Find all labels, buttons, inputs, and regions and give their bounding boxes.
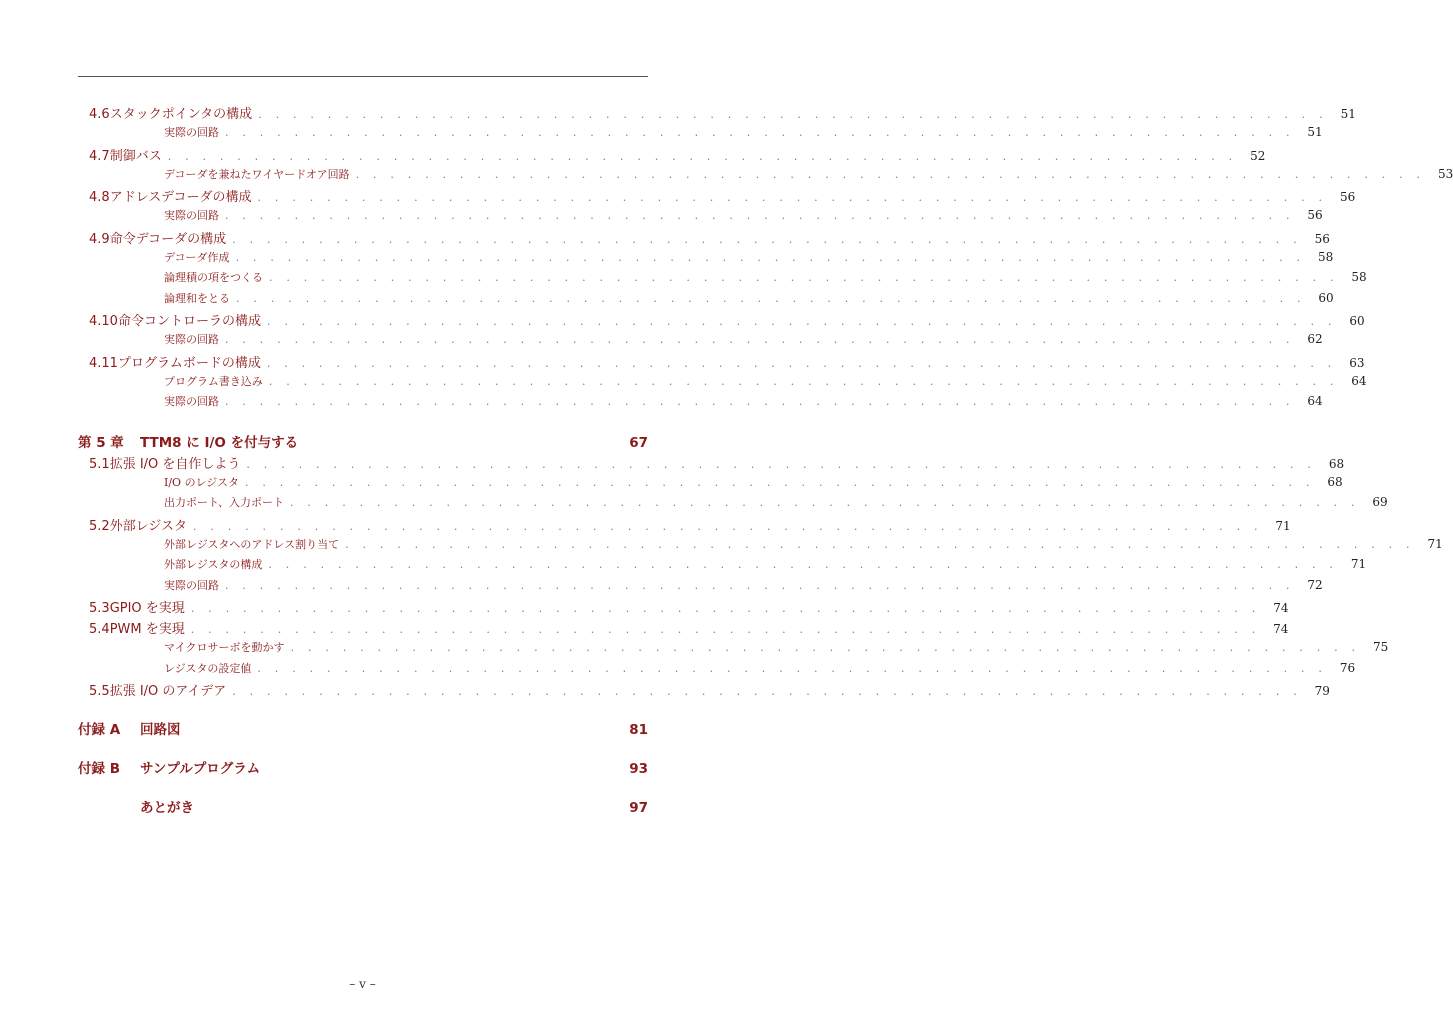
toc-entry-chap[interactable] xyxy=(78,796,648,818)
toc-entry-title: 制御バス xyxy=(109,148,162,164)
toc-entry-title: 実際の回路 xyxy=(164,578,219,592)
toc-entry-title: デコーダ作成 xyxy=(164,250,230,264)
toc-entry-sec[interactable] xyxy=(78,228,1330,249)
toc-gap xyxy=(78,414,648,431)
toc-entry-sec[interactable] xyxy=(78,310,1365,331)
toc-entry-page-number: 68 xyxy=(1327,474,1343,489)
toc-leader-dots: . . . . . . . . . . . . . . . . . . . . . . . . . . . . . . . . . . . . . . . . . . . . . . . . . . . . . . . . . . . . . . xyxy=(232,232,1302,246)
toc-leader-dots: . . . . . . . . . . . . . . . . . . . . . . . . . . . . . . . . . . . . . . . . . . . . . . . . . . . . . . . . . . . . . . xyxy=(225,395,1295,408)
toc-leader-dots: . . . . . . . . . . . . . . . . . . . . . . . . . . . . . . . . . . . . . . . . . . . . . . . . . . . . . . . . . . . . . . xyxy=(266,356,1337,370)
toc-leader-dots: . . . . . . . . . . . . . . . . . . . . . . . . . . . . . . . . . . . . . . . . . . . . . . . . . . . . . . . . . . . . . . xyxy=(266,315,1337,328)
toc-entry-number: 5.5 xyxy=(89,684,110,699)
toc-entry-sub[interactable] xyxy=(78,207,1323,228)
toc-entry-title: PWM を実現 xyxy=(109,622,185,637)
toc-entry-page-number: 60 xyxy=(1318,290,1334,305)
toc-entry-title: 論理和をとる xyxy=(164,291,230,305)
toc-entry-sub[interactable] xyxy=(78,660,1356,681)
toc-leader-dots: . . . . . . . . . . . . . . . . . . . . . . . . . . . . . . . . . . . . . . . . . . . . . . . . . . . . . . . . . . . . . . xyxy=(269,271,1339,284)
toc-entry-title: 実際の回路 xyxy=(164,333,219,346)
toc-entry-title: 拡張 I/O のアイデア xyxy=(109,684,227,699)
toc-entry-page-number: 52 xyxy=(1250,148,1266,163)
toc-entry-page-number: 64 xyxy=(1307,394,1323,408)
toc-gap xyxy=(78,701,648,718)
toc-entry-number: 付録 A xyxy=(78,722,121,738)
toc-entry-page-number: 71 xyxy=(1350,557,1367,571)
toc-entry-title: サンプルプログラム xyxy=(140,761,261,777)
toc-entry-title: 論理積の項をつくる xyxy=(164,271,263,284)
toc-entry-title: 回路図 xyxy=(140,722,181,738)
toc-gap xyxy=(78,740,648,757)
toc-entry-title: 実際の回路 xyxy=(164,209,219,222)
toc-entry-page-number: 62 xyxy=(1307,332,1323,346)
toc-entry-page-number: 56 xyxy=(1339,190,1356,204)
toc-entry-sub[interactable] xyxy=(78,494,1388,515)
toc-entry-page-number: 71 xyxy=(1427,536,1443,551)
toc-leader-dots: . . . . . . . . . . . . . . . . . . . . . . . . . . . . . . . . . . . . . . . . . . . . . . . . . . . . . . . . . . . . . . xyxy=(257,191,1328,204)
toc-entry-page-number: 71 xyxy=(1275,518,1291,533)
toc-entry-number: 5.2 xyxy=(89,518,110,534)
toc-entry-sec[interactable] xyxy=(78,186,1356,207)
toc-entry-number: 5.4 xyxy=(89,622,110,637)
toc-entry-sec[interactable] xyxy=(78,103,1356,124)
page-number-footer: – v – xyxy=(349,977,376,991)
toc-entry-page-number: 67 xyxy=(629,434,648,451)
toc-entry-page-number: 74 xyxy=(1273,622,1289,636)
toc-entry-page-number: 56 xyxy=(1314,231,1330,246)
toc-entry-sec[interactable] xyxy=(78,145,1266,166)
toc-entry-sub[interactable] xyxy=(78,373,1367,394)
toc-leader-dots: . . . . . . . . . . . . . . . . . . . . . . . . . . . . . . . . . . . . . . . . . . . . . . . . . . . . . . . . . . . . . . xyxy=(355,167,1426,181)
toc-entry-page-number: 60 xyxy=(1349,314,1365,328)
toc-entry-title: GPIO を実現 xyxy=(109,601,185,616)
toc-entry-title: レジスタの設定値 xyxy=(164,661,252,675)
toc-entry-number: 4.7 xyxy=(89,148,110,164)
toc-entry-sub[interactable] xyxy=(78,331,1323,352)
toc-leader-dots: . . . . . . . . . . . . . . . . . . . . . . . . . . . . . . . . . . . . . . . . . . . . . . . . . . . . . . . . . . . . . . xyxy=(290,496,1360,509)
toc-entry-chap[interactable] xyxy=(78,718,648,740)
toc-entry-title: 外部レジスタ xyxy=(109,518,187,534)
toc-leader-dots: . . . . . . . . . . . . . . . . . . . . . . . . . . . . . . . . . . . . . . . . . . . . . . . . . . . . . . . . . . . . . . xyxy=(246,457,1317,471)
toc-entry-sub[interactable] xyxy=(78,639,1389,660)
toc-entry-sub[interactable] xyxy=(78,577,1323,598)
toc-leader-dots: . . . . . . . . . . . . . . . . . . . . . . . . . . . . . . . . . . . . . . . . . . . . . . . . . . . . . . . . . . . . . . xyxy=(268,374,1339,388)
toc-entry-page-number: 69 xyxy=(1372,495,1388,509)
toc-entry-page-number: 56 xyxy=(1307,208,1323,222)
toc-entry-title: あとがき xyxy=(140,800,194,816)
toc-entry-title: 拡張 I/O を自作しよう xyxy=(109,456,241,472)
toc-entry-page-number: 51 xyxy=(1307,125,1323,139)
toc-entry-title: I/O のレジスタ xyxy=(164,475,239,489)
toc-entry-page-number: 58 xyxy=(1351,270,1367,284)
toc-entry-page-number: 72 xyxy=(1307,577,1323,592)
toc-entry-title: アドレスデコーダの構成 xyxy=(109,190,252,205)
toc-entry-page-number: 58 xyxy=(1317,249,1334,264)
toc-leader-dots: . . . . . . . . . . . . . . . . . . . . . . . . . . . . . . . . . . . . . . . . . . . . . . . . . . . . . . . . . . . . . . xyxy=(345,537,1415,551)
toc-entry-page-number: 79 xyxy=(1314,684,1330,698)
toc-entry-title: 外部レジスタへのアドレス割り当て xyxy=(164,537,340,551)
toc-entry-sub[interactable] xyxy=(78,556,1367,577)
toc-entry-title: TTM8 に I/O を付与する xyxy=(140,434,299,451)
toc-entry-page-number: 76 xyxy=(1339,660,1356,675)
toc-entry-page-number: 68 xyxy=(1328,456,1345,471)
toc-leader-dots: . . . . . . . . . . . . . . . . . . . . . . . . . . . . . . . . . . . . . . . . . . . . . . . . . . . . . . . . . . . . . . xyxy=(225,126,1295,139)
toc-entry-title: 実際の回路 xyxy=(164,395,219,408)
toc-entry-sec[interactable] xyxy=(78,515,1291,536)
toc-entry-number: 4.8 xyxy=(89,190,110,205)
toc-entry-title: マイクロサーボを動かす xyxy=(164,641,285,654)
toc-entry-page-number: 53 xyxy=(1437,166,1453,181)
toc-leader-dots: . . . . . . . . . . . . . . . . . . . . . . . . . . . . . . . . . . . . . . . . . . . . . . . . . . . . . . . . . . . . . . xyxy=(225,333,1295,346)
toc-leader-dots: . . . . . . . . . . . . . . . . . . . . . . . . . . . . . . . . . . . . . . . . . . . . . . . . . . . . . . . . . . . . . . xyxy=(258,108,1328,121)
toc-leader-dots: . . . . . . . . . . . . . . . . . . . . . . . . . . . . . . . . . . . . . . . . . . . . . . . . . . . . . . . . . . . . . . xyxy=(190,623,1261,636)
toc-entry-number: 4.10 xyxy=(89,314,118,329)
toc-entry-page-number: 97 xyxy=(629,800,648,816)
toc-entry-number: 5.1 xyxy=(89,456,110,472)
toc-leader-dots: . . . . . . . . . . . . . . . . . . . . . . . . . . . . . . . . . . . . . . . . . . . . . . . . . . . . . . . . . . . . . . xyxy=(225,209,1295,222)
toc-entry-title: 出力ポート、入力ポート xyxy=(164,496,285,509)
toc-entry-sub[interactable] xyxy=(78,269,1367,290)
toc-entry-title: プログラムボードの構成 xyxy=(117,355,261,371)
toc-entry-page-number: 75 xyxy=(1372,640,1389,654)
toc-entry-sub[interactable] xyxy=(78,124,1323,145)
toc-leader-dots: . . . . . . . . . . . . . . . . . . . . . . . . . . . . . . . . . . . . . . . . . . . . . . . . . . . . . . . . . . . . . . xyxy=(257,661,1328,675)
toc-leader-dots: . . . . . . . . . . . . . . . . . . . . . . . . . . . . . . . . . . . . . . . . . . . . . . . . . . . . . . . . . . . . . . xyxy=(232,685,1302,698)
toc-entry-number: 4.9 xyxy=(89,231,110,247)
toc-entry-number: 5.3 xyxy=(89,601,110,616)
toc-entry-sub[interactable] xyxy=(78,166,1453,187)
toc-entry-page-number: 74 xyxy=(1273,601,1289,615)
toc-entry-title: 外部レジスタの構成 xyxy=(164,558,263,571)
toc-leader-dots: . . . . . . . . . . . . . . . . . . . . . . . . . . . . . . . . . . . . . . . . . . . . . . . . . . . . . . . . . . . . . . xyxy=(268,558,1339,571)
toc-leader-dots: . . . . . . . . . . . . . . . . . . . . . . . . . . . . . . . . . . . . . . . . . . . . . . . . . . . . . . . . . . . . . . xyxy=(244,475,1315,489)
toc-entry-sec[interactable] xyxy=(78,680,1330,701)
toc-entry-title: 実際の回路 xyxy=(164,126,219,139)
toc-entry-sec[interactable] xyxy=(78,352,1365,373)
toc-gap xyxy=(78,779,648,796)
table-of-contents xyxy=(78,103,1453,818)
toc-leader-dots: . . . . . . . . . . . . . . . . . . . . . . . . . . . . . . . . . . . . . . . . . . . . . . . . . . . . . . . . . . . . . . xyxy=(167,149,1238,163)
toc-leader-dots: . . . . . . . . . . . . . . . . . . . . . . . . . . . . . . . . . . . . . . . . . . . . . . . . . . . . . . . . . . . . . . xyxy=(235,250,1306,264)
toc-entry-sub[interactable] xyxy=(78,249,1334,270)
toc-leader-dots: . . . . . . . . . . . . . . . . . . . . . . . . . . . . . . . . . . . . . . . . . . . . . . . . . . . . . . . . . . . . . . xyxy=(290,641,1361,654)
toc-entry-sub[interactable] xyxy=(78,474,1343,495)
toc-entry-number: 第 5 章 xyxy=(78,434,124,451)
toc-entry-page-number: 51 xyxy=(1340,107,1356,121)
toc-entry-page-number: 93 xyxy=(629,761,648,777)
toc-entry-title: 命令デコーダの構成 xyxy=(109,231,227,247)
toc-entry-page-number: 81 xyxy=(629,722,648,738)
toc-entry-title: 命令コントローラの構成 xyxy=(117,314,261,329)
toc-entry-sec[interactable] xyxy=(78,618,1289,639)
toc-entry-page-number: 64 xyxy=(1351,373,1367,388)
toc-leader-dots: . . . . . . . . . . . . . . . . . . . . . . . . . . . . . . . . . . . . . . . . . . . . . . . . . . . . . . . . . . . . . . xyxy=(236,291,1306,305)
toc-entry-sec[interactable] xyxy=(78,597,1289,618)
toc-leader-dots: . . . . . . . . . . . . . . . . . . . . . . . . . . . . . . . . . . . . . . . . . . . . . . . . . . . . . . . . . . . . . . xyxy=(192,519,1263,533)
toc-entry-title: スタックポインタの構成 xyxy=(109,107,253,122)
toc-entry-chap[interactable] xyxy=(78,757,648,779)
toc-entry-sub[interactable] xyxy=(78,290,1334,311)
toc-leader-dots: . . . . . . . . . . . . . . . . . . . . . . . . . . . . . . . . . . . . . . . . . . . . . . . . . . . . . . . . . . . . . . xyxy=(190,602,1261,615)
toc-entry-chap[interactable] xyxy=(78,431,648,453)
toc-entry-number: 4.6 xyxy=(89,107,110,122)
toc-entry-page-number: 63 xyxy=(1349,355,1365,370)
toc-entry-title: デコーダを兼ねたワイヤードオア回路 xyxy=(164,167,350,181)
toc-entry-number: 付録 B xyxy=(78,761,120,777)
toc-entry-number: 4.11 xyxy=(89,355,118,371)
toc-entry-title: プログラム書き込み xyxy=(164,374,263,388)
toc-entry-sec[interactable] xyxy=(78,453,1345,474)
toc-entry-sub[interactable] xyxy=(78,393,1323,414)
header-rule xyxy=(78,76,648,77)
toc-leader-dots: . . . . . . . . . . . . . . . . . . . . . . . . . . . . . . . . . . . . . . . . . . . . . . . . . . . . . . . . . . . . . . xyxy=(225,578,1295,592)
toc-entry-sub[interactable] xyxy=(78,536,1443,557)
